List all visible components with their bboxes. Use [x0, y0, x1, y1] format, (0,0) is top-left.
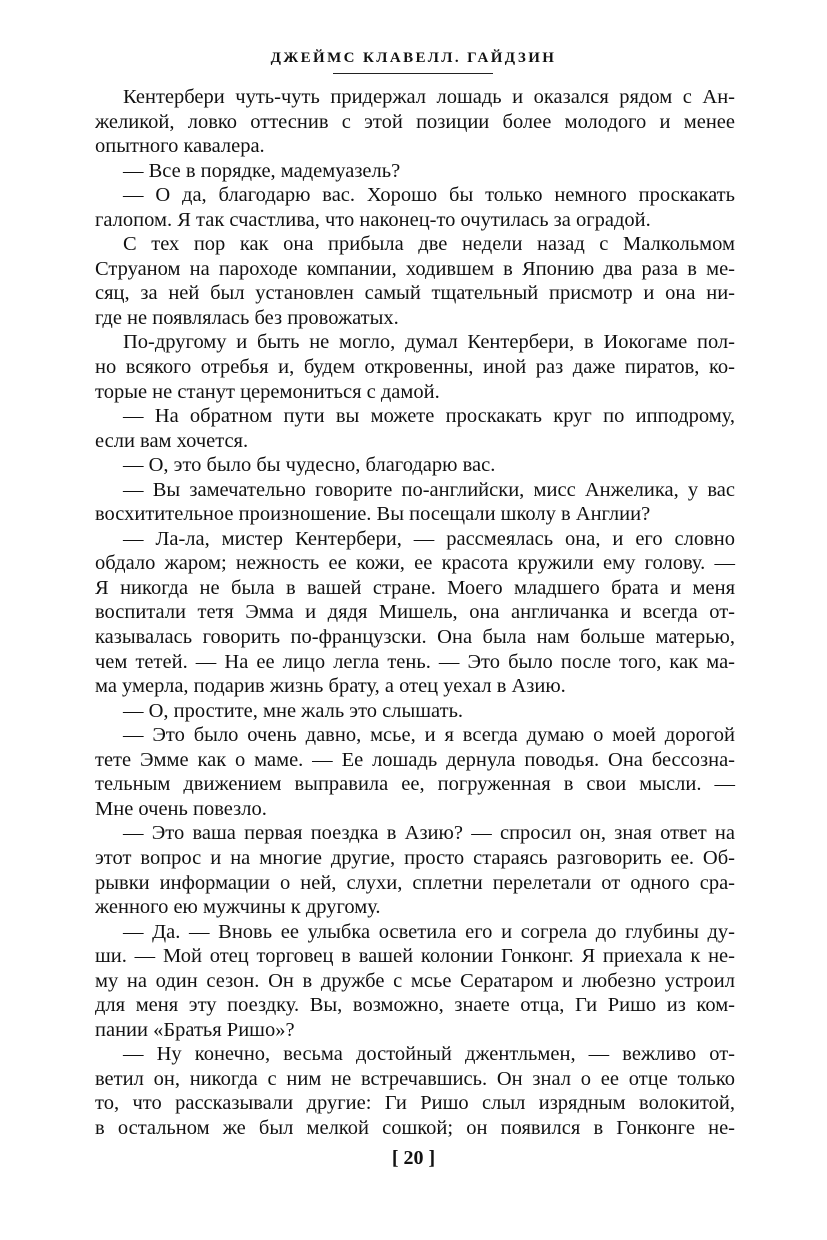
text-line: му на один сезон. Он в дружбе с мсье Сератаром и любезно устроил: [95, 969, 735, 992]
paragraph: [95, 404, 735, 453]
text-line: рывки информации о ней, слухи, сплетни перелетали от одного сра-: [95, 871, 735, 894]
text-line: Кентербери чуть-чуть придержал лошадь и оказался рядом с Ан-: [123, 86, 735, 108]
paragraph: [95, 527, 735, 699]
text-line: — Вы замечательно говорите по-английски, мисс Анжелика, у вас: [123, 478, 735, 501]
paragraph: [95, 478, 735, 527]
text-line: — Ну конечно, весьма достойный джентльмен, — вежливо от-: [123, 1043, 735, 1066]
running-head: ДЖЕЙМС КЛАВЕЛЛ. ГАЙДЗИН: [270, 50, 557, 66]
text-line: Я никогда не была в вашей стране. Моего младшего брата и меня: [95, 576, 735, 599]
page-number: [ 20 ]: [391, 1147, 436, 1169]
text-line: По-другому и быть не могло, думал Кентербери, в Иокогаме пол-: [123, 331, 735, 354]
text-line: если вам хочется.: [95, 429, 249, 452]
text-line: галопом. Я так счастлива, что наконец-то очутилась за оградой.: [95, 208, 651, 231]
text-line: воспитали тетя Эмма и дядя Мишель, она англичанка и всегда от-: [95, 601, 735, 624]
text-line: но всякого отребья и, будем откровенны, иной раз даже пиратов, ко-: [95, 356, 735, 379]
text-line: торые не станут церемониться с дамой.: [95, 380, 440, 403]
paragraph: [95, 821, 735, 919]
header-rule: [333, 73, 493, 74]
text-line: то, что рассказывали другие: Ги Ришо слыл изрядным волокитой,: [95, 1092, 735, 1115]
text-line: этот вопрос и на многие другие, просто стараясь разговорить ее. Об-: [95, 846, 735, 869]
text-line: тете Эмме как о маме. — Ее лошадь дернула поводья. Она бессозна-: [95, 748, 735, 771]
text-line: для меня эту поездку. Вы, возможно, знаете отца, Ги Ришо из ком-: [95, 994, 735, 1017]
text-line: ши. — Мой отец торговец в вашей колонии Гонконг. Я приехала к не-: [95, 945, 735, 968]
text-line: — О, простите, мне жаль это слышать.: [123, 699, 464, 722]
text-line: — Это было очень давно, мсье, и я всегда думаю о моей дорогой: [123, 724, 735, 747]
text-line: где не появлялась без провожатых.: [95, 306, 399, 329]
text-line: женного ею мужчины к другому.: [95, 896, 381, 919]
text-line: С тех пор как она прибыла две недели назад с Малкольмом: [123, 233, 735, 256]
text-line: обдало жаром; нежность ее кожи, ее красота кружили ему голову. —: [95, 552, 735, 575]
paragraph: [95, 330, 735, 404]
paragraph: [95, 159, 735, 184]
text-line: тельным движением выправила ее, погруженная в свои мысли. —: [95, 773, 735, 796]
text-line: восхитительное произношение. Вы посещали школу в Англии?: [95, 503, 651, 526]
text-line: опытного кавалера.: [95, 135, 265, 158]
text-line: пании «Братья Ришо»?: [95, 1018, 295, 1041]
text-line: Струаном на пароходе компании, ходившем в Японию два раза в ме-: [95, 257, 735, 280]
body-text: [95, 85, 735, 1141]
text-line: чем тетей. — На ее лицо легла тень. — Это было после того, как ма-: [95, 650, 735, 673]
text-line: — О да, благодарю вас. Хорошо бы только немного проскакать: [123, 184, 735, 207]
text-line: Мне очень повезло.: [95, 797, 267, 820]
text-line: — На обратном пути вы можете проскакать круг по ипподрому,: [123, 405, 735, 428]
text-line: ма умерла, подарив жизнь брату, а отец уехал в Азию.: [95, 675, 566, 698]
paragraph: [95, 699, 735, 724]
text-line: в остальном же был мелкой сошкой; он появился в Гонконге не-: [95, 1116, 735, 1139]
text-line: — Это ваша первая поездка в Азию? — спросил он, зная ответ на: [123, 822, 735, 845]
text-line: — Ла-ла, мистер Кентербери, — рассмеялась она, и его словно: [123, 527, 735, 550]
text-line: — О, это было бы чудесно, благодарю вас.: [123, 454, 496, 477]
paragraph: [95, 232, 735, 330]
text-line: сяц, за ней был установлен самый тщательный присмотр и она ни-: [95, 282, 735, 305]
text-line: — Да. — Вновь ее улыбка осветила его и согрела до глубины ду-: [123, 920, 735, 943]
paragraph: [95, 183, 735, 232]
paragraph: [95, 453, 735, 478]
text-line: желикой, ловко оттеснив с этой позиции более молодого и менее: [95, 110, 735, 133]
paragraph: [95, 85, 735, 159]
paragraph: [95, 1042, 735, 1140]
paragraph: [95, 723, 735, 821]
paragraph: [95, 920, 735, 1043]
text-line: — Все в порядке, мадемуазель?: [123, 159, 401, 182]
text-line: казывалась говорить по-французски. Она была нам больше матерью,: [95, 626, 735, 649]
text-line: ветил он, никогда с ним не встречавшись. Он знал о ее отце только: [95, 1067, 735, 1090]
